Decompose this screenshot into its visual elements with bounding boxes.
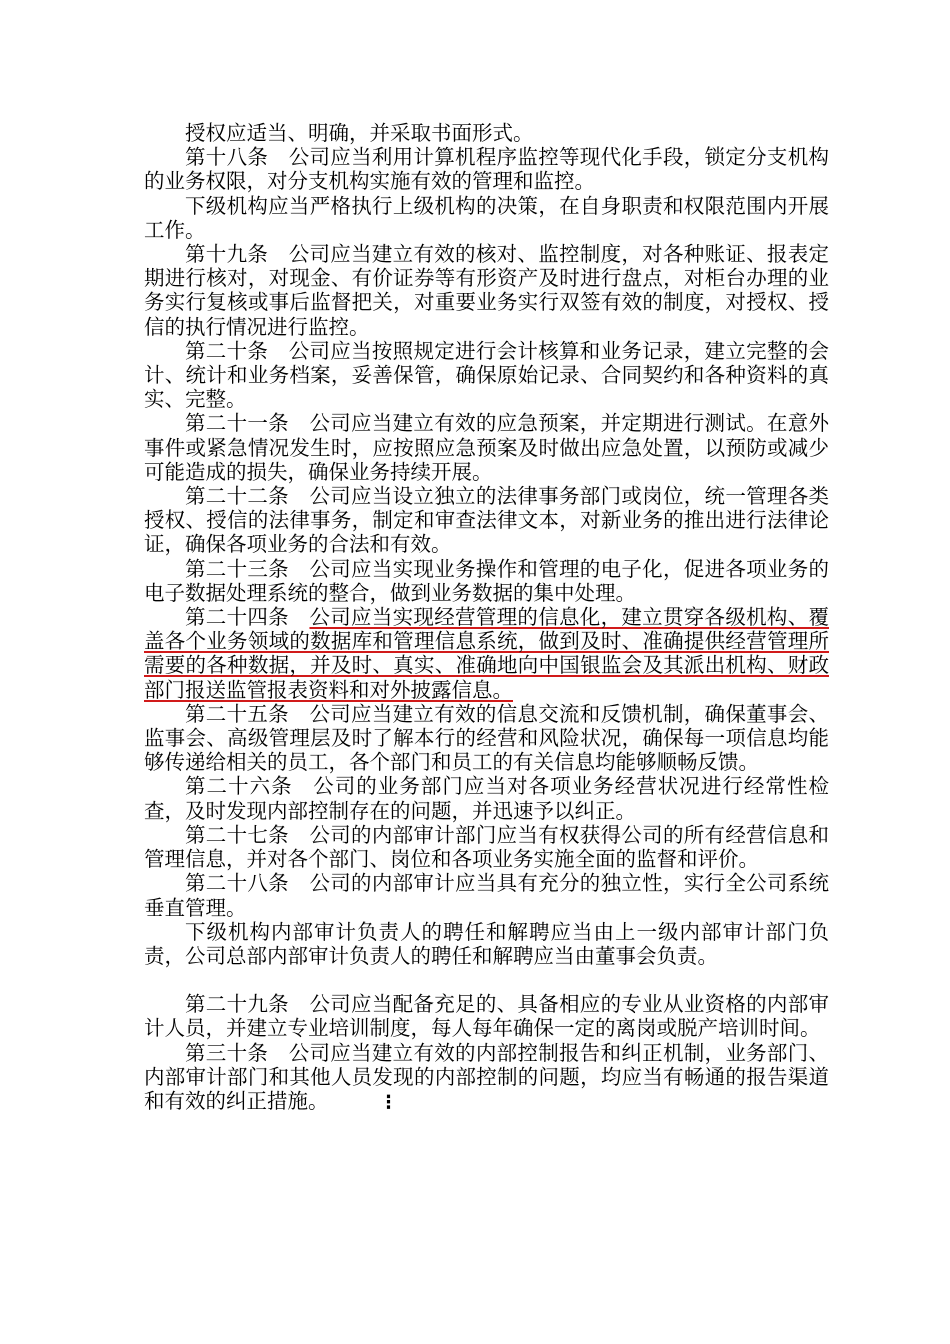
paragraph-text: 公司应当按照规定进行会计核算和业务记录，建立完整的会计、统计和业务档案，妥善保管，确保原始记录、合同契约和各种资料的真实、完整。 — [144, 338, 830, 412]
article-number: 第十八条 — [185, 145, 269, 170]
paragraph — [144, 823, 829, 871]
highlighted-paragraph — [144, 605, 829, 702]
paragraph-text: 公司的业务部门应当对各项业务经营状况进行经常性检查，及时发现内部控制存在的问题，并迅速予以纠正。 — [144, 774, 830, 823]
article-number: 第二十八条 — [185, 871, 289, 896]
article-number: 第二十四条 — [185, 605, 289, 630]
article-number: 第二十九条 — [185, 992, 289, 1017]
paragraph-text: 下级机构应当严格执行上级机构的决策，在自身职责和权限范围内开展工作。 — [144, 193, 829, 242]
paragraph — [144, 121, 829, 145]
article-number: 第三十条 — [185, 1040, 269, 1065]
vertical-ellipsis-icon: ⋮ — [379, 1091, 398, 1113]
paragraph — [144, 411, 829, 484]
paragraph-text: 公司的内部审计部门应当有权获得公司的所有经营信息和管理信息，并对各个部门、岗位和各项业务实施全面的监督和评价。 — [144, 822, 830, 872]
article-number: 第二十七条 — [185, 822, 289, 847]
paragraph-text: 公司应当实现业务操作和管理的电子化，促进各项业务的电子数据处理系统的整合，做到业务数据的集中处理。 — [144, 556, 830, 605]
document-body — [144, 121, 829, 1115]
article-number: 第二十五条 — [185, 701, 289, 726]
paragraph-text: 授权应适当、明确，并采取书面形式。 — [185, 121, 534, 145]
paragraph — [144, 992, 829, 1040]
paragraph — [144, 242, 829, 339]
paragraph — [144, 557, 829, 605]
paragraph — [144, 1041, 829, 1116]
article-number: 第二十一条 — [185, 411, 289, 436]
article-number: 第二十三条 — [185, 556, 289, 581]
highlighted-text: 公司应当实现经营管理的信息化，建立贯穿各级机构、覆盖各个业务领域的数据库和管理信息系统，做到及时、准确提供经营管理所需要的各种数据，并及时、真实、准确地向中国银监会及其派出机构、财政部门报送监管报表资料和对外披露信息。 — [144, 605, 830, 702]
paragraph-text: 公司应当建立有效的应急预案，并定期进行测试。在意外事件或紧急情况发生时，应按照应急预案及时做出应急处置，以预防或减少可能造成的损失，确保业务持续开展。 — [144, 411, 830, 484]
paragraph-text: 公司的内部审计应当具有充分的独立性，实行全公司系统垂直管理。 — [144, 871, 830, 920]
paragraph — [144, 871, 829, 919]
paragraph-text: 公司应当配备充足的、具备相应的专业从业资格的内部审计人员，并建立专业培训制度，每人每年确保一定的离岗或脱产培训时间。 — [144, 992, 830, 1041]
paragraph — [144, 145, 829, 193]
paragraph-text: 公司应当建立有效的信息交流和反馈机制，确保董事会、监事会、高级管理层及时了解本行的经营和风险状况，确保每一项信息均能够传递给相关的员工，各个部门和员工的有关信息均能够顺畅反馈。 — [144, 701, 830, 775]
paragraph-text: 公司应当设立独立的法律事务部门或岗位，统一管理各类授权、授信的法律事务，制定和审查法律文本，对新业务的推出进行法律论证，确保各项业务的合法和有效。 — [144, 484, 830, 557]
paragraph — [144, 774, 829, 822]
paragraph — [144, 339, 829, 412]
paragraph — [144, 920, 829, 968]
article-number: 第二十六条 — [185, 774, 293, 799]
paragraph-text: 公司应当建立有效的核对、监控制度，对各种账证、报表定期进行核对，对现金、有价证券等有形资产及时进行盘点，对柜台办理的业务实行复核或事后监督把关，对重要业务实行双签有效的制度，对授权、授信的执行情况进行监控。 — [144, 242, 830, 339]
paragraph-text: 下级机构内部审计负责人的聘任和解聘应当由上一级内部审计部门负责，公司总部内部审计负责人的聘任和解聘应当由董事会负责。 — [144, 919, 829, 968]
article-number: 第二十二条 — [185, 484, 289, 509]
paragraph — [144, 484, 829, 557]
paragraph — [144, 702, 829, 775]
paragraph-text: 公司应当利用计算机程序监控等现代化手段，锁定分支机构的业务权限，对分支机构实施有效的管理和监控。 — [144, 145, 830, 194]
article-number: 第十九条 — [185, 242, 269, 267]
article-number: 第二十条 — [185, 338, 269, 363]
paragraph-text: 公司应当建立有效的内部控制报告和纠正机制，业务部门、内部审计部门和其他人员发现的内部控制的问题，均应当有畅通的报告渠道和有效的纠正措施。 — [144, 1040, 830, 1113]
paragraph — [144, 194, 829, 242]
